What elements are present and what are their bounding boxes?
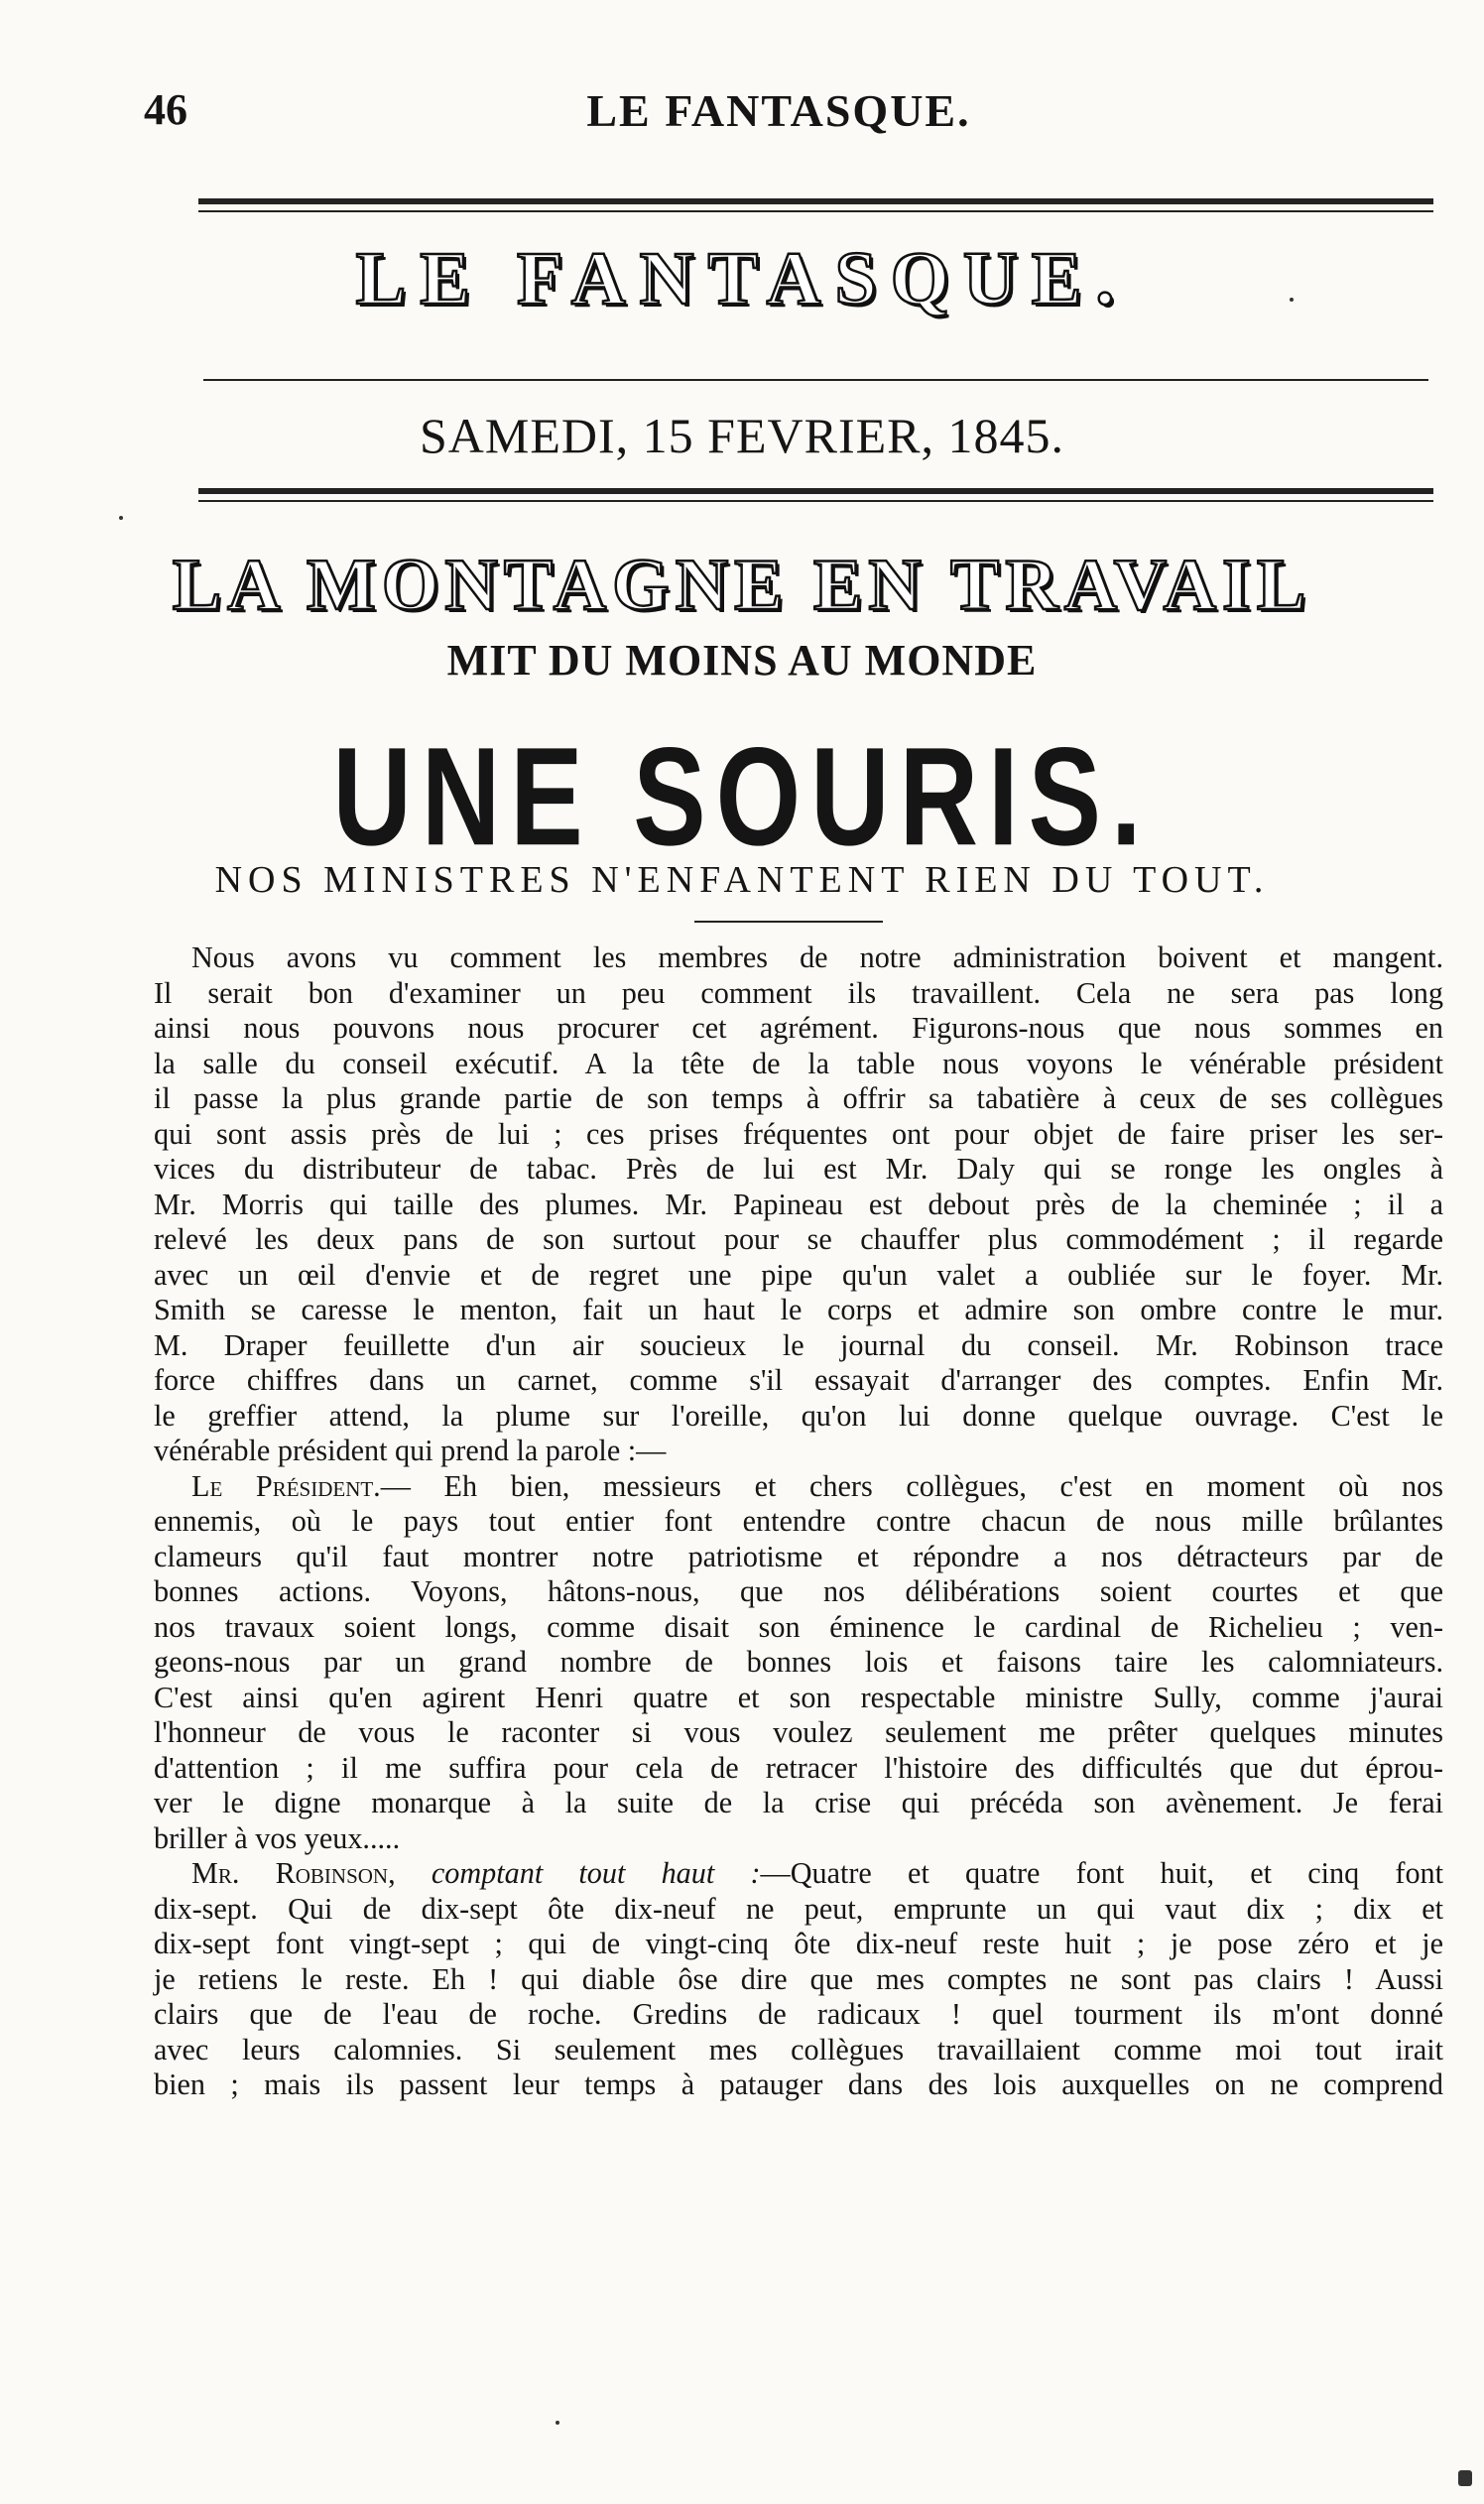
speaker-president: Le Président. xyxy=(191,1468,381,1503)
text-line: Il serait bon d'examiner un peu comment ils travaillent. Cela ne sera pas long xyxy=(154,975,1443,1010)
text-line: Nous avons vu comment les membres de notre administration boivent et mangent. xyxy=(191,940,1443,974)
running-head xyxy=(134,84,1423,144)
text-line: vices du distributeur de tabac. Près de lui est Mr. Daly qui se ronge les ongles à xyxy=(154,1152,1443,1186)
text-line: force chiffres dans un carnet, comme s'il essayait d'arranger des comptes. Enfin Mr. xyxy=(154,1363,1443,1397)
text-line: le greffier attend, la plume sur l'oreille, qu'on lui donne quelque ouvrage. C'est le xyxy=(154,1398,1443,1433)
subhead: MIT DU MOINS AU MONDE xyxy=(446,636,1038,685)
top-rule-thin xyxy=(198,210,1433,212)
text-line: relevé les deux pans de son surtout pour se chauffer plus commodément ; il regarde xyxy=(154,1222,1443,1256)
text-line: clameurs qu'il faut montrer notre patriotisme et répondre a nos détracteurs par de xyxy=(154,1539,1443,1573)
text-line: d'attention ; il me suffira pour cela de retracer l'histoire des difficultés que dut éprou- xyxy=(154,1750,1443,1785)
text-line xyxy=(154,1856,1443,1892)
text-line: ennemis, où le pays tout entier font entendre contre chacun de nous mille brûlantes xyxy=(154,1504,1443,1538)
text-line xyxy=(154,1469,1443,1505)
text-line: briller à vos yeux..... xyxy=(154,1820,401,1855)
text-line: avec leurs calomnies. Si seulement mes collègues travaillaient comme moi tout irait xyxy=(154,2032,1443,2066)
text-line: vénérable président qui prend la parole :— xyxy=(154,1434,667,1467)
print-speck xyxy=(119,516,123,520)
text-line: geons-nous par un grand nombre de bonnes lois et faisons taire les calomniateurs. xyxy=(154,1645,1443,1679)
headline-mouse: UNE SOURIS. xyxy=(332,718,1152,875)
text-line: bien ; mais ils passent leur temps à patauger dans des lois auxquelles on ne comprend xyxy=(154,2067,1443,2101)
speaker-robinson: Mr. Robinson, xyxy=(191,1856,396,1890)
text-line: M. Draper feuillette d'un air soucieux le journal du conseil. Mr. Robinson trace xyxy=(154,1327,1443,1362)
print-speck xyxy=(1290,298,1294,302)
speech-start: — Eh bien, messieurs et chers collègues, c'est en moment où nos xyxy=(380,1468,1443,1503)
text-line: Smith se caresse le menton, fait un haut le corps et admire son ombre contre le mur. xyxy=(154,1293,1443,1326)
print-speck xyxy=(556,2421,559,2425)
article-body xyxy=(154,940,1443,2103)
dateline-rule-thin xyxy=(198,500,1433,502)
text-line: il passe la plus grande partie de son temps à offrir sa tabatière à ceux de ses collègues xyxy=(154,1081,1443,1115)
masthead: LE FANTASQUE. xyxy=(355,237,1129,320)
paragraph-1 xyxy=(154,940,1443,1469)
top-rule xyxy=(198,198,1433,204)
text-line: avec un œil d'envie et de regret une pipe qu'un valet a oubliée sur le foyer. Mr. xyxy=(154,1257,1443,1292)
print-speck xyxy=(1458,2470,1472,2486)
masthead-rule xyxy=(203,379,1428,381)
section-divider xyxy=(694,921,883,923)
text-line: Mr. Morris qui taille des plumes. Mr. Papineau est debout près de la cheminée ; il a xyxy=(154,1187,1443,1221)
speech-start: —Quatre et quatre font huit, et cinq font xyxy=(760,1856,1444,1890)
kicker: NOS MINISTRES N'ENFANTENT RIEN DU TOUT. xyxy=(214,859,1270,901)
text-line: ver le digne monarque à la suite de la crise qui précéda son avènement. Je ferai xyxy=(154,1786,1443,1819)
text-line: je retiens le reste. Eh ! qui diable ôse dire que mes comptes ne sont pas clairs ! Aussi xyxy=(154,1961,1443,1996)
dateline: SAMEDI, 15 FEVRIER, 1845. xyxy=(419,408,1065,463)
text-line: nos travaux soient longs, comme disait son éminence le cardinal de Richelieu ; ven- xyxy=(154,1609,1443,1644)
text-line: la salle du conseil exécutif. A la tête de la table nous voyons le vénérable président xyxy=(154,1046,1443,1080)
text-line: C'est ainsi qu'en agirent Henri quatre et son respectable ministre Sully, comme j'aurai xyxy=(154,1680,1443,1714)
text-line: l'honneur de vous le raconter si vous voulez seulement me prêter quelques minutes xyxy=(154,1715,1443,1749)
page-number: 46 xyxy=(144,85,187,134)
text-line: dix-sept. Qui de dix-sept ôte dix-neuf ne peut, emprunte un qui vaut dix ; dix et xyxy=(154,1891,1443,1926)
stage-direction: comptant tout haut : xyxy=(431,1856,761,1890)
text-line: bonnes actions. Voyons, hâtons-nous, que nos délibérations soient courtes et que xyxy=(154,1574,1443,1608)
text-line: ainsi nous pouvons nous procurer cet agrément. Figurons-nous que nous sommes en xyxy=(154,1011,1443,1045)
text-line: dix-sept font vingt-sept ; qui de vingt-cinq ôte dix-neuf reste huit ; je pose zéro et je xyxy=(154,1927,1443,1960)
headline: LA MONTAGNE EN TRAVAIL xyxy=(172,545,1312,626)
text-line: clairs que de l'eau de roche. Gredins de radicaux ! quel tourment ils m'ont donné xyxy=(154,1997,1443,2031)
dateline-rule xyxy=(198,488,1433,494)
text-line: qui sont assis près de lui ; ces prises fréquentes ont pour objet de faire priser les ser- xyxy=(154,1116,1443,1151)
paragraph-3 xyxy=(154,1856,1443,2103)
paragraph-2 xyxy=(154,1469,1443,1857)
running-title: LE FANTASQUE. xyxy=(586,85,971,136)
